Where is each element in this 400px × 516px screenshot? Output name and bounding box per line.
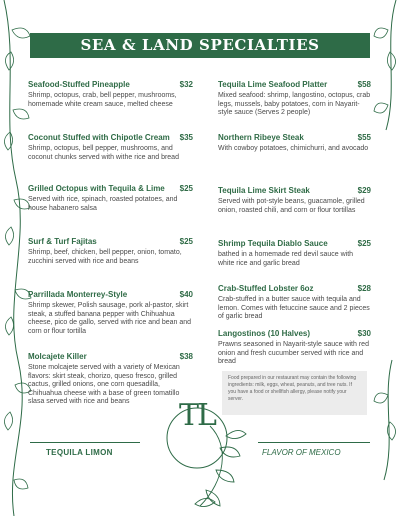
menu-item [28, 80, 193, 109]
menu-item [218, 80, 371, 118]
item-description: Served with pot-style beans, guacamole, grilled onion, roasted chili, and corn or flour tortillas [218, 198, 365, 214]
item-name: Crab-Stuffed Lobster 6oz [218, 284, 314, 293]
item-name: Tequila Lime Seafood Platter [218, 80, 328, 89]
footer-divider [258, 442, 370, 443]
item-description: bathed in a homemade red devil sauce with white rice and garlic bread [218, 251, 354, 267]
restaurant-name: TEQUILA LIMON [46, 448, 113, 457]
item-price: $40 [179, 290, 193, 299]
item-name: Surf & Turf Fajitas [28, 237, 97, 246]
footer-divider [30, 442, 140, 443]
item-name: Shrimp Tequila Diablo Sauce [218, 239, 328, 248]
menu-item [218, 186, 371, 215]
item-price: $25 [179, 184, 193, 193]
item-description: Shrimp skewer, Polish sausage, pork al-pastor, skirt steak, a stuffed banana pepper with Chihuahua cheese, pico de gallo, served with rice and bean and corn or flour tortilla [28, 302, 192, 335]
item-price: $30 [357, 329, 371, 338]
item-price: $25 [179, 237, 193, 246]
item-description: Prawns seasoned in Nayarit-style sauce with red onion and fresh cucumber served with rice and bread [218, 341, 369, 366]
item-description: Shrimp, octopus, bell pepper, mushrooms, and coconut chunks served with withe rice and bread [28, 145, 179, 161]
item-price: $38 [179, 352, 193, 361]
item-price: $29 [357, 186, 371, 195]
menu-item [28, 184, 193, 213]
item-description: Mixed seafood: shrimp, langostino, octopus, crab legs, mussels, baby potatoes, corn in Nayarit-style sauce (Serves 2 people) [218, 92, 371, 117]
item-name: Grilled Octopus with Tequila & Lime [28, 184, 165, 193]
item-price: $32 [179, 80, 193, 89]
item-name: Molcajete Killer [28, 352, 87, 361]
item-price: $35 [179, 133, 193, 142]
item-price: $28 [357, 284, 371, 293]
item-name: Parrillada Monterrey-Style [28, 290, 128, 299]
section-title-banner: SEA & LAND SPECIALTIES [30, 33, 370, 58]
menu-item [218, 239, 371, 268]
leaf-vine-icon [372, 0, 400, 516]
menu-item [28, 237, 193, 266]
menu-item [218, 284, 371, 322]
brand-monogram: TL [179, 398, 215, 433]
item-description: Shrimp, octopus, crab, bell pepper, mushrooms, homemade white cream sauce, melted cheese [28, 92, 177, 108]
allergy-notice: Food prepared in our restaurant may contain the following ingredients: milk, eggs, wheat, peanuts, and tree nuts. If you have a food or shellfish allergy, please notify your server. [222, 371, 367, 415]
item-description: With cowboy potatoes, chimichurri, and avocado [218, 145, 369, 152]
menu-item [28, 290, 193, 336]
item-description: Shrimp, beef, chicken, bell pepper, onion, tomato, zucchini served with rice and beans [28, 249, 182, 265]
tagline: FLAVOR OF MEXICO [262, 448, 341, 457]
menu-item [218, 329, 371, 367]
item-description: Crab-stuffed in a butter sauce with tequila and lemon. Comes with fetuccine sauce and 2 pieces of garlic bread [218, 296, 370, 321]
item-description: Served with rice, spinach, roasted potatoes, and house habanero salsa [28, 196, 178, 212]
item-name: Langostinos (10 Halves) [218, 329, 311, 338]
item-name: Northern Ribeye Steak [218, 133, 304, 142]
item-name: Seafood-Stuffed Pineapple [28, 80, 130, 89]
menu-item [28, 133, 193, 162]
item-description: Stone molcajete served with a variety of Mexican flavors: skirt steak, chorizo, queso fresco, grilled cactus, grilled onions, one corn quesadilla, Chihuahua cheese with a base of green tomatillo slasa served with rice and beans [28, 364, 180, 406]
item-name: Tequila Lime Skirt Steak [218, 186, 310, 195]
item-price: $58 [357, 80, 371, 89]
item-price: $55 [357, 133, 371, 142]
item-price: $25 [357, 239, 371, 248]
menu-item [218, 133, 371, 154]
item-name: Coconut Stuffed with Chipotle Cream [28, 133, 170, 142]
